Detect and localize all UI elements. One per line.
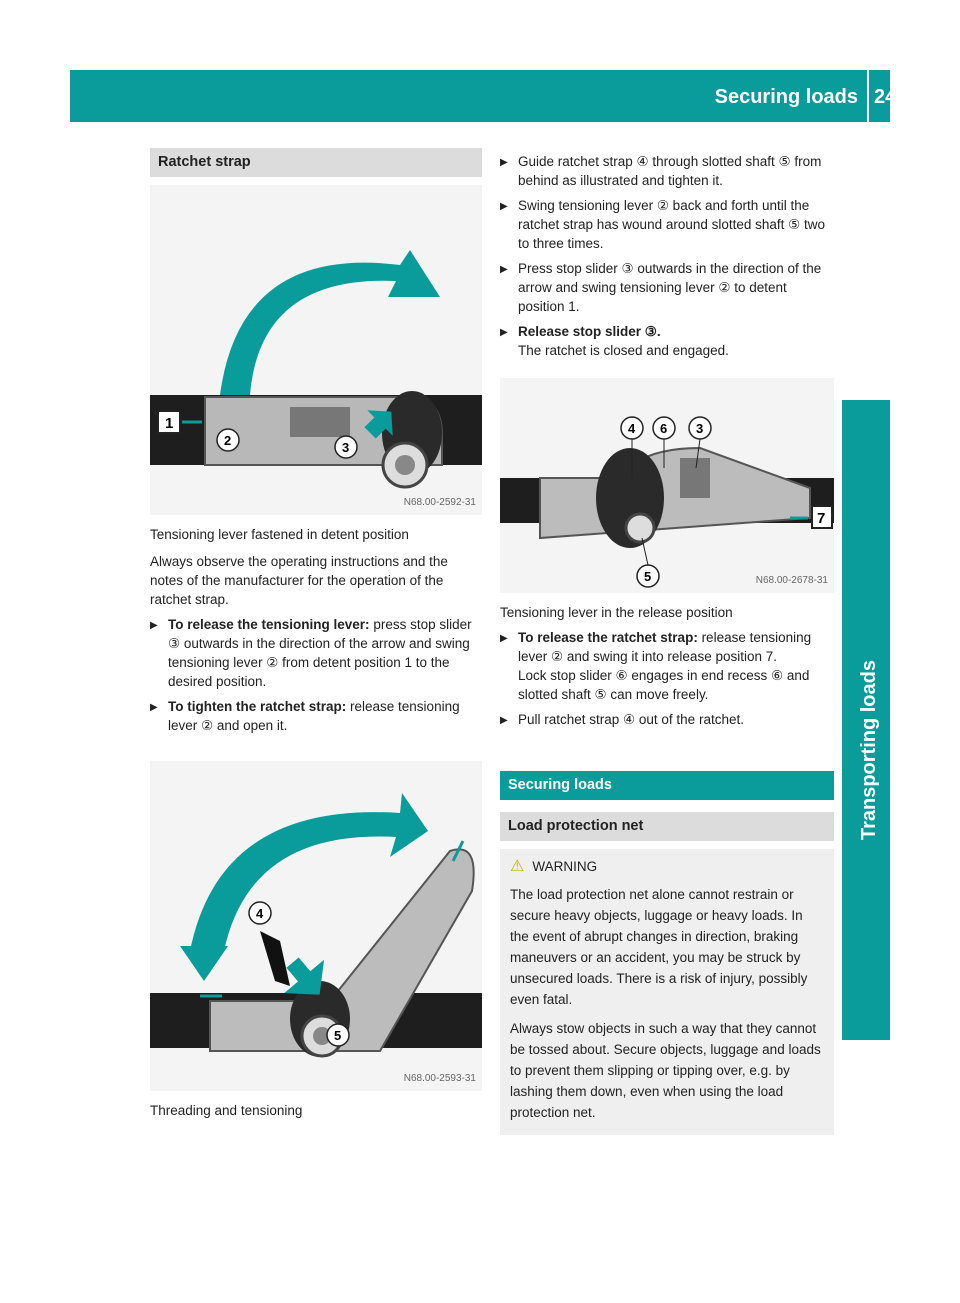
left-column	[150, 148, 482, 1120]
step-text: release tensioning lever ② and open it.	[168, 699, 460, 733]
warning-paragraph-2: Always stow objects in such a way that they cannot be tossed about. Secure objects, luggage and loads to prevent them slipping or tipping over, e.g. by lashing them down, even when using the load protection net.	[510, 1021, 821, 1120]
callout-5: 5	[334, 1028, 342, 1043]
warning-paragraph-1: The load protection net alone cannot restrain or secure heavy objects, luggage or heavy loads. In the event of abrupt changes in direction, braking maneuvers or an accident, you may be struck by unsecured loads. There is a risk of injury, possibly even fatal.	[510, 887, 808, 1007]
figure-code: N68.00-2592-31	[403, 497, 476, 508]
step-result: Lock stop slider ⑥ engages in end recess ⑥ and slotted shaft ⑤ can move freely.	[518, 668, 810, 702]
callout-1: 1	[165, 415, 174, 432]
chapter-tab-label: Transporting loads	[858, 660, 880, 841]
step-release-strap	[500, 628, 834, 704]
warning-box	[500, 849, 834, 1135]
callout-3: 3	[342, 440, 350, 455]
step-release-slider	[500, 322, 834, 360]
step-heading: To release the ratchet strap:	[518, 630, 698, 645]
callout-4: 4	[628, 421, 636, 436]
warning-triangle-icon: ⚠	[510, 858, 525, 875]
step-release-lever	[150, 615, 482, 691]
figure-ratchet-detent	[150, 185, 482, 515]
ratchet-illustration-1	[150, 185, 482, 515]
figure-code: N68.00-2678-31	[755, 575, 828, 586]
callout-7: 7	[817, 510, 826, 527]
step-text: release tensioning lever ② and swing it into release position 7.	[518, 630, 812, 664]
figure-threading	[150, 761, 482, 1091]
step-heading: To tighten the ratchet strap:	[168, 699, 347, 714]
subsection-title-load-net: Load protection net	[500, 812, 834, 841]
callout-2: 2	[224, 433, 232, 448]
figure-caption: Tensioning lever in the release position	[500, 605, 733, 620]
callout-4: 4	[256, 906, 264, 921]
page-number: 249	[874, 86, 908, 108]
step-heading: Release stop slider ③.	[518, 324, 661, 339]
step-swing-lever: ▶ Swing tensioning lever ② back and forth until the ratchet strap has wound around slotted shaft ⑤ two to three times.	[500, 196, 834, 253]
figure-caption: Threading and tensioning	[150, 1103, 303, 1118]
ratchet-illustration-2	[150, 761, 482, 1091]
step-press-slider: ▶ Press stop slider ③ outwards in the direction of the arrow and swing tensioning lever ② to detent position 1.	[500, 259, 834, 316]
right-column	[500, 148, 834, 1135]
section-title-securing-loads: Securing loads	[500, 771, 834, 800]
warning-heading	[510, 857, 824, 876]
running-title: Securing loads	[714, 86, 858, 108]
section-title-ratchet-strap: Ratchet strap	[150, 148, 482, 177]
figure-release-position	[500, 378, 834, 593]
header-divider	[867, 70, 869, 122]
figure-code: N68.00-2593-31	[403, 1073, 476, 1084]
step-heading: To release the tensioning lever:	[168, 617, 370, 632]
step-pull-strap: ▶ Pull ratchet strap ④ out of the ratchet.	[500, 710, 834, 729]
intro-paragraph: Always observe the operating instructions and the notes of the manufacturer for the operation of the ratchet strap.	[150, 554, 448, 607]
step-guide-strap: ▶ Guide ratchet strap ④ through slotted shaft ⑤ from behind as illustrated and tighten it.	[500, 152, 834, 190]
callout-3: 3	[696, 421, 704, 436]
ratchet-illustration-3	[500, 378, 834, 593]
callout-5: 5	[644, 569, 652, 584]
step-tighten-strap	[150, 697, 482, 735]
step-result: The ratchet is closed and engaged.	[518, 343, 729, 358]
callout-6: 6	[660, 421, 668, 436]
figure-caption: Tensioning lever fastened in detent position	[150, 527, 409, 542]
step-text: press stop slider ③ outwards in the direction of the arrow and swing tensioning lever ② from detent position 1 to the desired position.	[168, 617, 472, 689]
warning-label: WARNING	[532, 859, 598, 874]
